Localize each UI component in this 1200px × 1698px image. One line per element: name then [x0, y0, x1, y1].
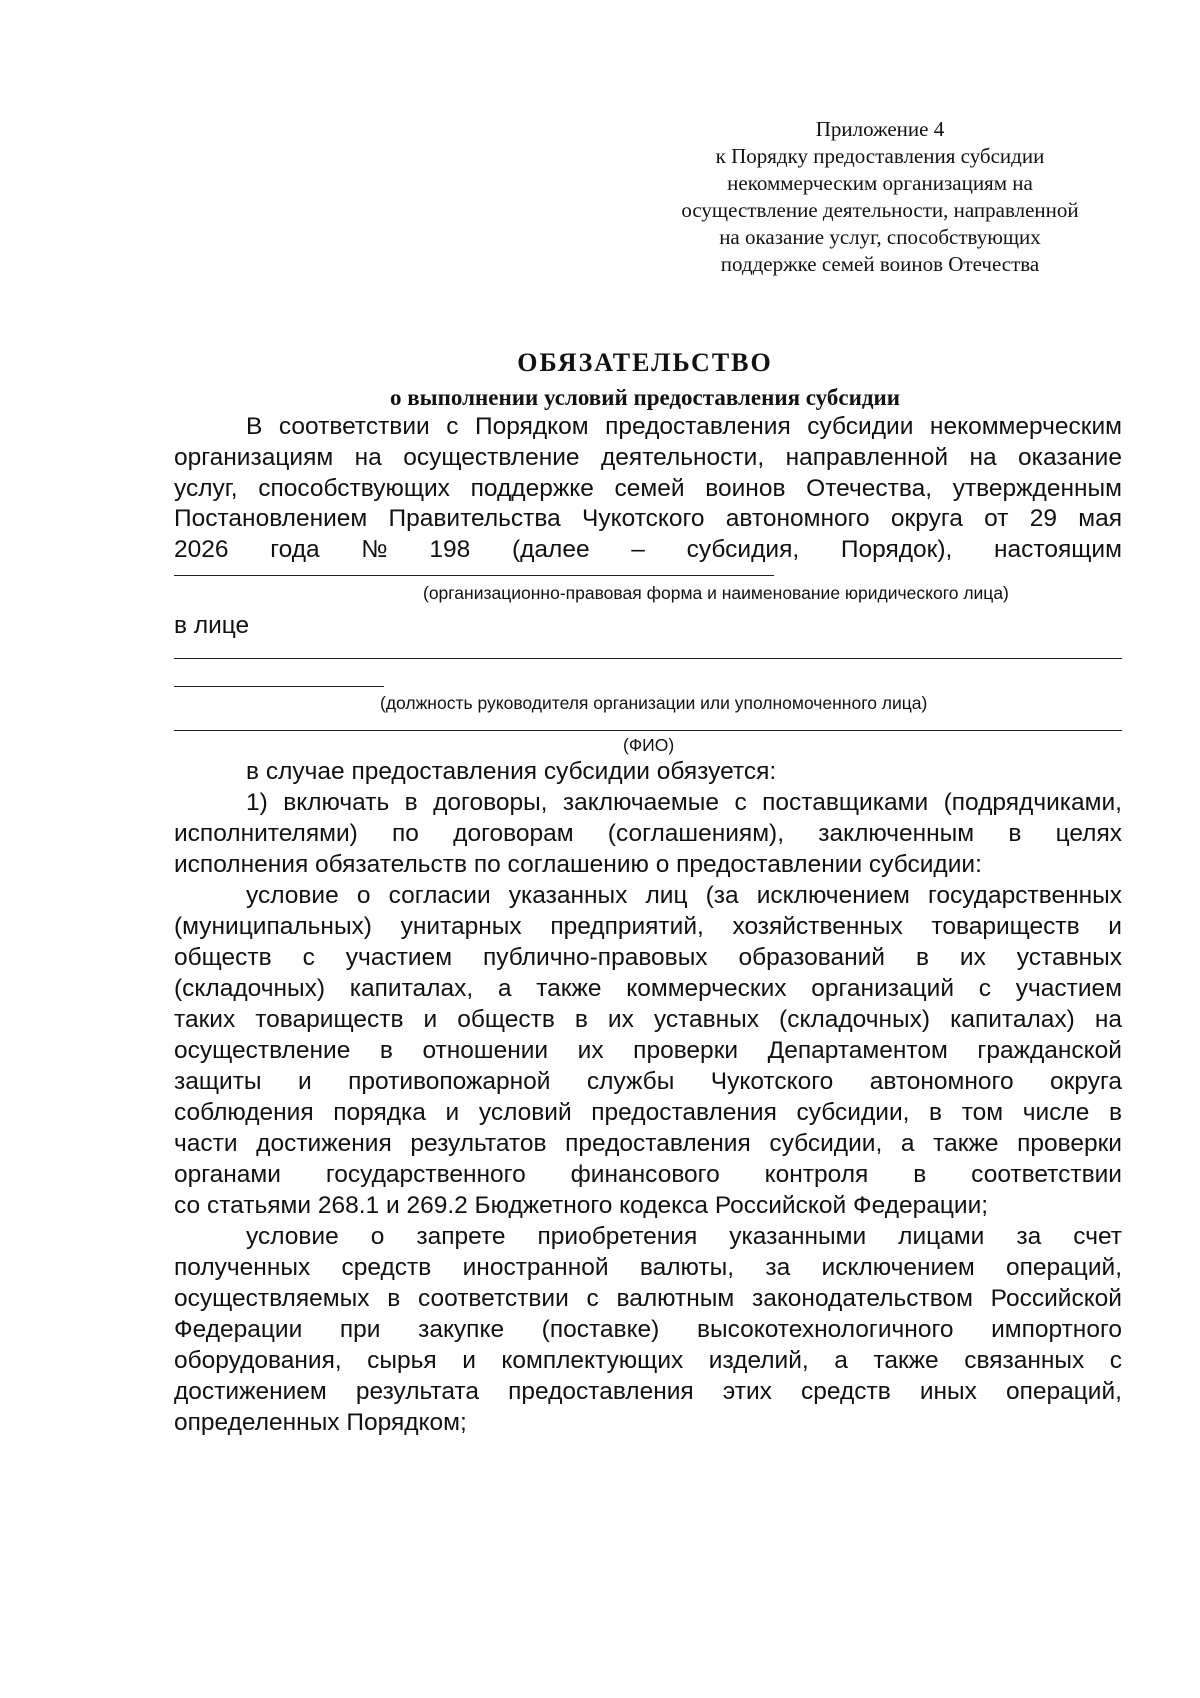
cond1-line [174, 1066, 1122, 1098]
cond2-line [174, 1376, 1122, 1408]
cond1-line [174, 942, 1122, 974]
text-span: исполнителями) по договорам (соглашениям), заключенным в целях [174, 820, 1122, 847]
text-span: услуг, способствующих поддержке семей воинов Отечества, утвержденным [174, 475, 1122, 502]
intro-line [174, 503, 1122, 535]
text-span: полученных средств иностранной валюты, за исключением операций, [174, 1254, 1122, 1281]
word: Порядок), [840, 536, 953, 563]
text-span: В соответствии с Порядком предоставления субсидии некоммерческим [246, 413, 1122, 440]
text-span: обществ с участием публично-правовых образований в их уставных [174, 944, 1122, 971]
intro-line [174, 473, 1122, 505]
word: 198 [429, 536, 471, 563]
person-line-1 [174, 658, 1122, 659]
word: года [270, 536, 320, 563]
word: субсидия, [686, 536, 800, 563]
text-span: осуществляемых в соответствии с валютным законодательством Российской [174, 1285, 1122, 1312]
word: – [631, 536, 645, 563]
title-main: ОБЯЗАТЕЛЬСТВО [517, 348, 773, 377]
cond2-line [174, 1252, 1122, 1284]
text-span: осуществление в отношении их проверки Департаментом гражданской [174, 1037, 1122, 1064]
cond1-line [174, 1128, 1122, 1160]
cond1-line [174, 1097, 1122, 1129]
word: 2026 [174, 536, 229, 563]
text-span: таких товариществ и обществ в их уставных (складочных) капиталах) на [174, 1006, 1122, 1033]
text-span: в случае предоставления субсидии обязуется: [246, 758, 777, 785]
text-span: защиты и противопожарной службы Чукотского автономного округа [174, 1068, 1122, 1095]
appendix-line: поддержке семей воинов Отечества [720, 252, 1040, 276]
text-span: соблюдения порядка и условий предоставления субсидии, в том числе в [174, 1099, 1122, 1126]
text-span: исполнения обязательств по соглашению о предоставлении субсидии: [174, 851, 982, 878]
cond1-line [174, 1159, 1122, 1191]
document-title [170, 345, 1120, 415]
text-span: условие о согласии указанных лиц (за исключением государственных [246, 882, 1122, 909]
appendix-line: на оказание услуг, способствующих [719, 225, 1041, 249]
fio-caption: (ФИО) [623, 735, 675, 755]
text-span: оборудования, сырья и комплектующих изделий, а также связанных с [174, 1347, 1122, 1374]
cond1-line [174, 1035, 1122, 1067]
cond2-line [246, 1221, 1122, 1253]
title-sub: о выполнении условий предоставления субсидии [390, 385, 900, 410]
fio-line [174, 730, 1122, 731]
appendix-line: к Порядку предоставления субсидии [715, 144, 1045, 168]
person-line-2 [174, 686, 384, 687]
in-person-line [174, 610, 1122, 642]
intro-line-justified [174, 534, 1122, 566]
appendix-line: Приложение 4 [815, 117, 945, 141]
cond2-line [174, 1314, 1122, 1346]
text-span: организациям на осуществление деятельности, направленной на оказание [174, 444, 1122, 471]
position-caption: (должность руководителя организации или уполномоченного лица) [380, 693, 928, 713]
item1-line [174, 849, 1122, 881]
cond1-line [174, 911, 1122, 943]
cond1-line [174, 1190, 1122, 1222]
text-span: части достижения результатов предоставления субсидии, а также проверки [174, 1130, 1122, 1157]
word: № [361, 536, 388, 563]
text-span: определенных Порядком; [174, 1409, 467, 1436]
obligation-lead [246, 756, 1122, 788]
cond2-line [174, 1345, 1122, 1377]
intro-line [246, 411, 1122, 443]
text-span: Постановлением Правительства Чукотского автономного округа от 29 мая [174, 505, 1122, 532]
text-span: 1) включать в договоры, заключаемые с поставщиками (подрядчиками, [246, 789, 1122, 816]
text-span: (муниципальных) унитарных предприятий, хозяйственных товариществ и [174, 913, 1122, 940]
text-span: Федерации при закупке (поставке) высокотехнологичного импортного [174, 1316, 1122, 1343]
item1-line [246, 787, 1122, 819]
cond2-line [174, 1283, 1122, 1315]
text-span: достижением результата предоставления этих средств иных операций, [174, 1378, 1122, 1405]
word: настоящим [994, 536, 1122, 563]
intro-line [174, 442, 1122, 474]
cond1-line [174, 1004, 1122, 1036]
text-span: (складочных) капиталах, а также коммерческих организаций с участием [174, 975, 1122, 1002]
org-name-line [174, 575, 774, 576]
text-span: органами государственного финансового контроля в соответствии [174, 1161, 1122, 1188]
appendix-header [640, 116, 1120, 278]
text-span: со статьями 268.1 и 269.2 Бюджетного кодекса Российской Федерации; [174, 1192, 989, 1219]
appendix-line: осуществление деятельности, направленной [681, 198, 1079, 222]
in-person-label: в лице [174, 612, 250, 639]
org-caption: (организационно-правовая форма и наименование юридического лица) [423, 583, 1009, 603]
cond1-line [174, 973, 1122, 1005]
text-span: условие о запрете приобретения указанными лицами за счет [246, 1223, 1122, 1250]
item1-line [174, 818, 1122, 850]
cond1-line [246, 880, 1122, 912]
cond2-line [174, 1407, 1122, 1439]
word: (далее [511, 536, 590, 563]
appendix-line: некоммерческим организациям на [727, 171, 1033, 195]
